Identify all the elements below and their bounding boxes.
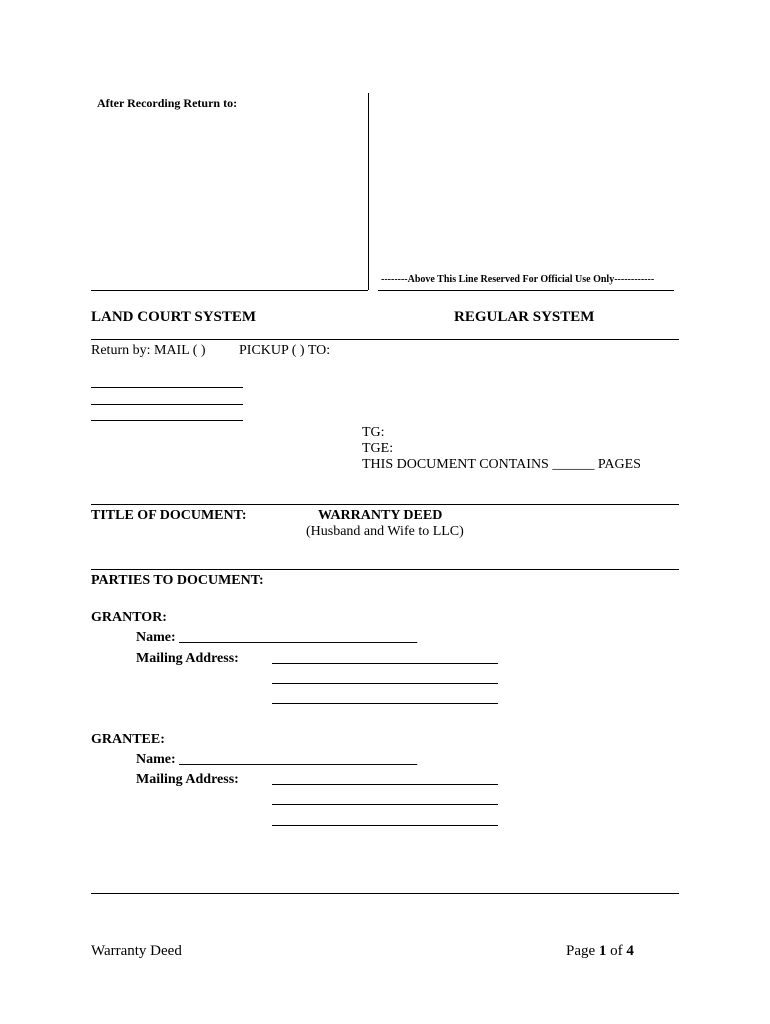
return-address-line [91,387,243,388]
return-by-mail: Return by: MAIL ( ) [91,343,206,358]
title-divider [91,504,679,505]
return-address-line [91,404,243,405]
page-number [566,943,634,960]
document-subtitle: (Husband and Wife to LLC) [306,524,464,539]
footer-document-name: Warranty Deed [91,943,182,959]
header-divider-left [91,290,368,291]
grantor-address-line [272,663,498,664]
tge-label: TGE: [362,441,394,456]
parties-label: PARTIES TO DOCUMENT: [91,573,264,588]
page-of: of [606,943,627,959]
land-court-system-heading: LAND COURT SYSTEM [91,309,257,325]
grantee-heading: GRANTEE: [91,732,165,747]
grantee-address-line [272,825,498,826]
document-title: WARRANTY DEED [318,508,443,523]
grantor-heading: GRANTOR: [91,610,167,625]
header-divider-right [378,290,674,291]
systems-divider [91,339,679,340]
page-prefix: Page [566,943,599,959]
tg-label: TG: [362,425,385,440]
grantor-address-line [272,683,498,684]
grantor-mailing-address-label: Mailing Address: [136,651,239,666]
regular-system-heading: REGULAR SYSTEM [454,309,595,325]
title-of-document-label: TITLE OF DOCUMENT: [91,508,247,523]
return-by-pickup: PICKUP ( ) TO: [239,343,331,358]
page-count-statement: THIS DOCUMENT CONTAINS ______ PAGES [362,457,641,472]
return-address-line [91,420,243,421]
grantor-address-line [272,703,498,704]
bottom-divider [91,893,679,894]
reserved-line-text: --------Above This Line Reserved For Official Use Only------------ [381,274,655,285]
grantee-address-line [272,784,498,785]
header-divider-vertical [368,93,369,290]
parties-divider [91,569,679,570]
grantee-address-line [272,804,498,805]
page-total: 4 [626,943,634,959]
grantor-name-field: Name: __________________________________ [136,630,418,645]
grantee-name-field: Name: __________________________________ [136,752,418,767]
grantee-mailing-address-label: Mailing Address: [136,772,239,787]
page-current: 1 [598,943,607,959]
return-to-label: After Recording Return to: [97,96,238,110]
